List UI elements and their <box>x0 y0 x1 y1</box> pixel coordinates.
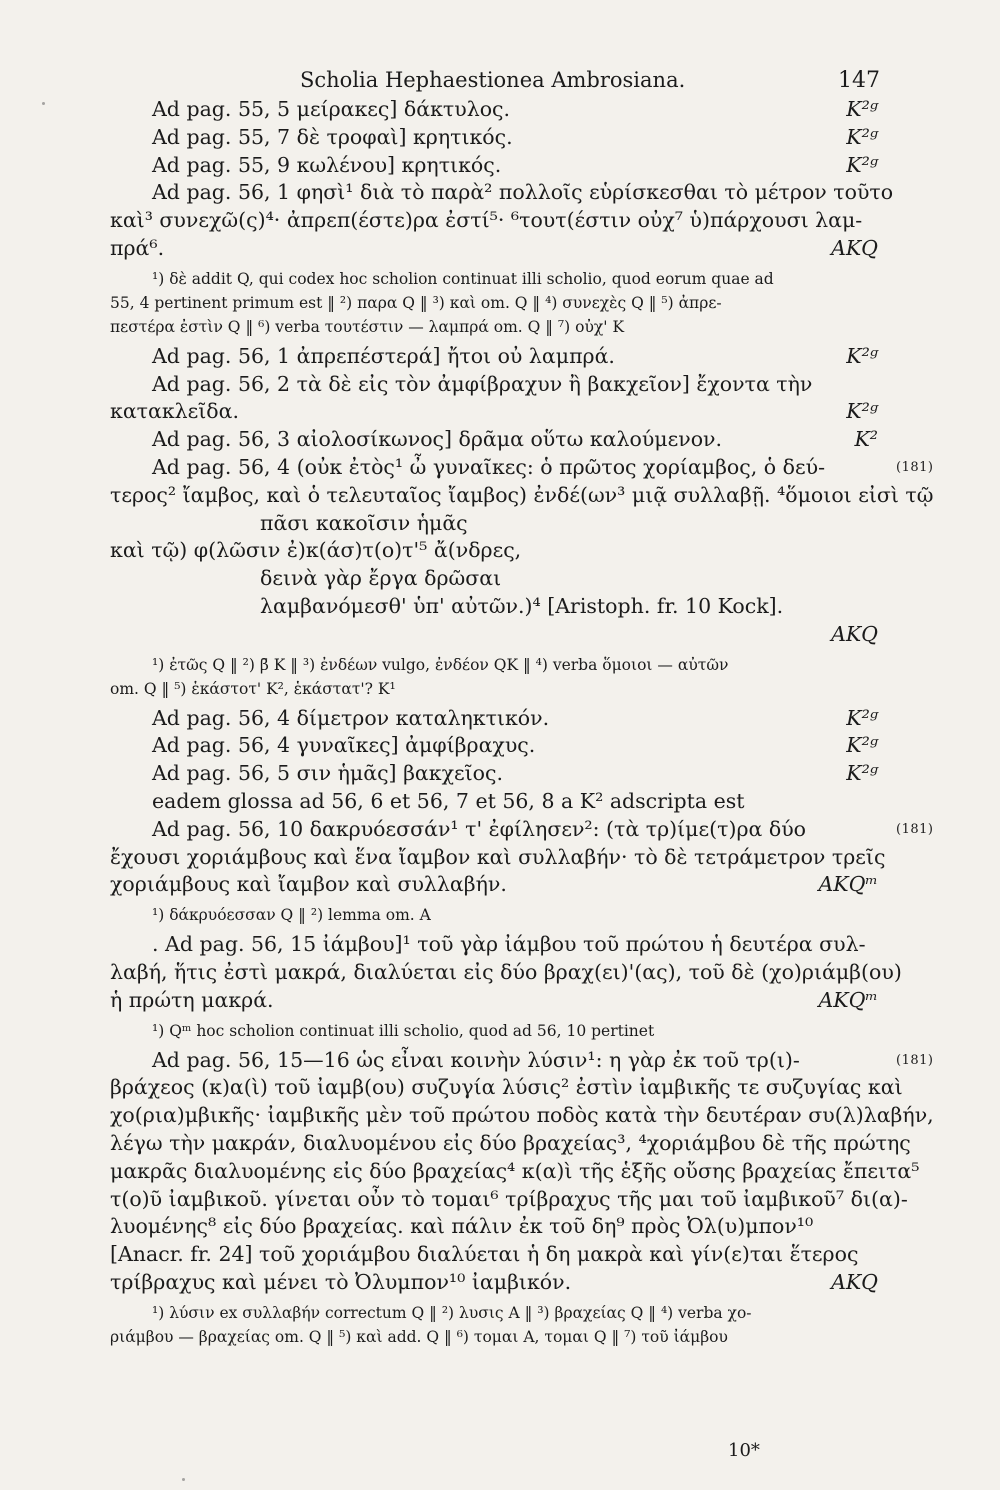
manuscript-siglum: K²ᵍ <box>846 124 878 149</box>
line-text: ἔχουσι χοριάμβους καὶ ἕνα ἴαμβον καὶ συλλαβήν· τὸ δὲ τετράμετρον τρεῖς <box>110 844 886 869</box>
manuscript-siglum: K²ᵍ <box>846 705 878 730</box>
text-line <box>110 537 878 565</box>
line-text: Ad pag. 55, 9 κωλένου] κρητικός. <box>152 152 502 177</box>
line-text: Ad pag. 56, 4 γυναῖκες] ἀμφίβραχυς. <box>152 733 536 758</box>
text-line <box>110 1213 878 1241</box>
footnote-line <box>110 1301 878 1325</box>
text-line <box>110 705 878 733</box>
text-line <box>110 1130 911 1158</box>
text-line <box>110 207 878 235</box>
line-text: Ad pag. 56, 1 ἀπρεπέστερά] ἤτοι οὐ λαμπρά. <box>152 343 615 368</box>
manuscript-siglum: K²ᵍ <box>846 761 878 786</box>
line-text: λαβή, ἥτις ἐστὶ μακρά, διαλύεται εἰς δύο βραχ(ει)'(ας), τοῦ δὲ (χο)ριάμβ(ου) <box>110 959 902 984</box>
line-text: καὶ τῷ) φ(λῶσιν ἐ)κ(άσ)τ(ο)τ'⁵ ἄ(νδρες, <box>110 538 522 563</box>
text-line <box>110 1102 934 1130</box>
footnote-text: 55, 4 pertinent primum est ‖ ²) παρα Q ‖ ³) καὶ om. Q ‖ ⁴) συνεχὲς Q ‖ ⁵) ἀπρε- <box>110 293 722 312</box>
line-text: τερος² ἴαμβος, καὶ ὁ τελευταῖος ἴαμβος) ἐνδέ(ων³ μιᾷ συλλαβῇ. ⁴ὅμοιοι εἰσὶ τῷ <box>110 482 934 507</box>
manuscript-siglum: AKQ <box>831 1269 878 1294</box>
footnote-line <box>110 315 878 339</box>
line-text: Ad pag. 56, 2 τὰ δὲ εἰς τὸν ἀμφίβραχυν ἢ βακχεῖον] ἔχοντα τὴν <box>152 371 813 396</box>
line-text: καὶ³ συνεχῶ(ς)⁴· ἀπρεπ(έστε)ρα ἐστί⁵· ⁶τουτ(έστιν οὐχ⁷ ὑ)πάρχουσι λαμ- <box>110 208 863 233</box>
text-line <box>110 1047 934 1075</box>
footnote-line <box>110 1325 878 1349</box>
text-line <box>110 124 878 152</box>
line-text: eadem glossa ad 56, 6 et 56, 7 et 56, 8 a K² adscripta est <box>152 788 745 813</box>
text-line <box>110 482 934 510</box>
manuscript-siglum: AKQᵐ <box>818 987 878 1012</box>
text-line <box>110 96 878 124</box>
line-text: Ad pag. 56, 3 αἰολοσίκωνος] δρᾶμα οὕτω καλούμενον. <box>152 427 723 452</box>
line-text: . Ad pag. 56, 15 ἰάμβου]¹ τοῦ γὰρ ἰάμβου τοῦ πρώτου ἡ δευτέρα συλ- <box>152 932 866 957</box>
text-line <box>110 1074 903 1102</box>
text-line <box>110 235 878 263</box>
line-text: Ad pag. 56, 4 δίμετρον καταληκτικόν. <box>152 705 550 730</box>
footnote-text: om. Q ‖ ⁵) ἑκάστοτ' K², ἑκάστατ'? K¹ <box>110 679 396 698</box>
text-line <box>110 510 878 538</box>
manuscript-siglum: K²ᵍ <box>846 97 878 121</box>
line-text: χοριάμβους καὶ ἴαμβον καὶ συλλαβήν. <box>110 872 507 897</box>
text-line <box>110 987 878 1015</box>
line-text: λαμβανόμεσθ' ὑπ' αὐτῶν.)⁴ [Aristoph. fr. 10 Kock]. <box>260 593 784 618</box>
signature-mark: 10* <box>728 1440 760 1461</box>
page-number: 147 <box>838 68 880 93</box>
paper-speck <box>42 102 45 105</box>
text-line <box>110 179 894 207</box>
line-text: Ad pag. 56, 15—16 ὡς εἶναι κοινὴν λύσιν¹: η γὰρ ἐκ τοῦ τρ(ι)- <box>152 1047 800 1072</box>
line-text: ἡ πρώτη μακρά. <box>110 987 274 1012</box>
paper-speck <box>182 1478 185 1481</box>
text-line <box>110 816 934 844</box>
line-text: μακρᾶς διαλυομένης εἰς δύο βραχείας⁴ κ(α)ὶ τῆς ἑξῆς οὔσης βραχείας ἔπειτα⁵ <box>110 1158 920 1183</box>
line-text: τ(ο)ῦ ἰαμβικοῦ. γίνεται οὖν τὸ τομαι⁶ τρίβραχυς τῆς μαι τοῦ ἰαμβικοῦ⁷ δι(α)- <box>110 1186 908 1211</box>
footnote-text: ¹) δὲ addit Q, qui codex hoc scholion continuat illi scholio, quod eorum quae ad <box>152 269 774 288</box>
text-line <box>110 844 886 872</box>
text-line <box>110 959 902 987</box>
text-line <box>110 788 878 816</box>
line-text: Ad pag. 55, 7 δὲ τροφαὶ] κρητικός. <box>152 124 513 149</box>
line-text: Ad pag. 56, 1 φησὶ¹ διὰ τὸ παρὰ² πολλοῖς εὑρίσκεσθαι τὸ μέτρον τοῦτο <box>152 180 894 205</box>
margin-reference: (181) <box>896 1052 934 1068</box>
manuscript-siglum: K² <box>854 427 878 452</box>
line-text: Ad pag. 56, 5 σιν ἡμᾶς] βακχεῖος. <box>152 761 504 786</box>
footnote-line <box>110 903 878 927</box>
manuscript-siglum: K²ᵍ <box>846 343 878 368</box>
margin-reference: (181) <box>896 459 934 475</box>
line-text: βράχεος (κ)α(ὶ) τοῦ ἰαμβ(ου) συζυγία λύσις² ἐστὶν ἰαμβικῆς τε συζυγίας καὶ <box>110 1075 903 1100</box>
footnote-text: ¹) λύσιν ex συλλαβήν correctum Q ‖ ²) λυσις A ‖ ³) βραχείας Q ‖ ⁴) verba χο- <box>152 1303 752 1322</box>
footnote-line <box>110 267 878 291</box>
line-text: [Anacr. fr. 24] τοῦ χοριάμβου διαλύεται ἡ δη μακρὰ καὶ γίν(ε)ται ἕτερος <box>110 1242 859 1267</box>
footnote-text: ριάμβου — βραχείας om. Q ‖ ⁵) καὶ add. Q ‖ ⁶) τομαι A, τομαι Q ‖ ⁷) τοῦ ἰάμβου <box>110 1327 728 1346</box>
page-header <box>300 68 880 93</box>
text-line <box>110 371 878 399</box>
text-line <box>110 593 878 621</box>
text-line <box>110 732 878 760</box>
line-text: τρίβραχυς καὶ μένει τὸ Ὀλυμπον¹⁰ ἰαμβικόν. <box>110 1269 572 1294</box>
footnote-text: πεστέρα ἐστὶν Q ‖ ⁶) verba τουτέστιν — λαμπρά om. Q ‖ ⁷) οὐχ' K <box>110 317 625 336</box>
manuscript-siglum: AKQ <box>831 621 878 646</box>
footnote-line <box>110 677 878 701</box>
text-line <box>110 565 878 593</box>
line-text: χο(ρια)μβικῆς· ἰαμβικῆς μὲν τοῦ πρώτου ποδὸς κατὰ τὴν δευτέραν συ(λ)λαβήν, <box>110 1103 934 1128</box>
line-text: Ad pag. 56, 4 (οὐκ ἐτὸς¹ ὦ γυναῖκες: ὁ πρῶτος χορίαμβος, ὁ δεύ- <box>152 454 825 479</box>
text-line <box>110 1158 920 1186</box>
footnote-text: ¹) δάκρυόεσσαν Q ‖ ²) lemma om. A <box>152 906 431 925</box>
text-line <box>110 152 878 180</box>
text-line <box>110 426 878 454</box>
manuscript-siglum: K²ᵍ <box>846 152 878 177</box>
line-text: Ad pag. 55, 5 μείρακες] δάκτυλος. <box>152 97 511 121</box>
running-head: Scholia Hephaestionea Ambrosiana. <box>300 68 686 92</box>
footnote-line <box>110 291 878 315</box>
line-text: Ad pag. 56, 10 δακρυόεσσάν¹ τ' ἐφίλησεν²: (τὰ τρ)ίμε(τ)ρα δύο <box>152 816 807 841</box>
text-line <box>110 343 878 371</box>
line-text: κατακλεῖδα. <box>110 399 240 424</box>
text-line <box>110 760 878 788</box>
line-text: δεινὰ γὰρ ἔργα δρῶσαι <box>260 566 502 591</box>
line-text: πρά⁶. <box>110 235 165 260</box>
text-line <box>110 871 878 899</box>
footnote-line <box>110 1019 878 1043</box>
footnote-line <box>110 653 878 677</box>
manuscript-siglum: K²ᵍ <box>846 399 878 424</box>
manuscript-siglum: AKQ <box>831 235 878 260</box>
text-line <box>110 931 878 959</box>
line-text: πᾶσι κακοῖσιν ἡμᾶς <box>260 510 468 535</box>
line-text: λυομένης⁸ εἰς δύο βραχείας. καὶ πάλιν ἐκ τοῦ δη⁹ πρὸς Ὀλ(υ)μπον¹⁰ <box>110 1214 814 1239</box>
text-line <box>110 1241 878 1269</box>
margin-reference: (181) <box>896 821 934 837</box>
text-line <box>110 398 878 426</box>
footnote-text: ¹) Qᵐ hoc scholion continuat illi scholio, quod ad 56, 10 pertinet <box>152 1021 655 1040</box>
text-line <box>110 1269 878 1297</box>
manuscript-siglum: AKQᵐ <box>818 872 878 897</box>
text-line <box>110 621 878 649</box>
footnote-text: ¹) ἐτῶς Q ‖ ²) β̄ K ‖ ³) ἐνδέων vulgo, ἐνδέον QK ‖ ⁴) verba ὅμοιοι — αὐτῶν <box>152 655 729 674</box>
manuscript-siglum: K²ᵍ <box>846 733 878 758</box>
text-block <box>110 96 934 1349</box>
line-text: λέγω τὴν μακράν, διαλυομένου εἰς δύο βραχείας³, ⁴χοριάμβου δὲ τῆς πρώτης <box>110 1130 911 1155</box>
text-line <box>110 454 934 482</box>
text-line <box>110 1186 908 1214</box>
